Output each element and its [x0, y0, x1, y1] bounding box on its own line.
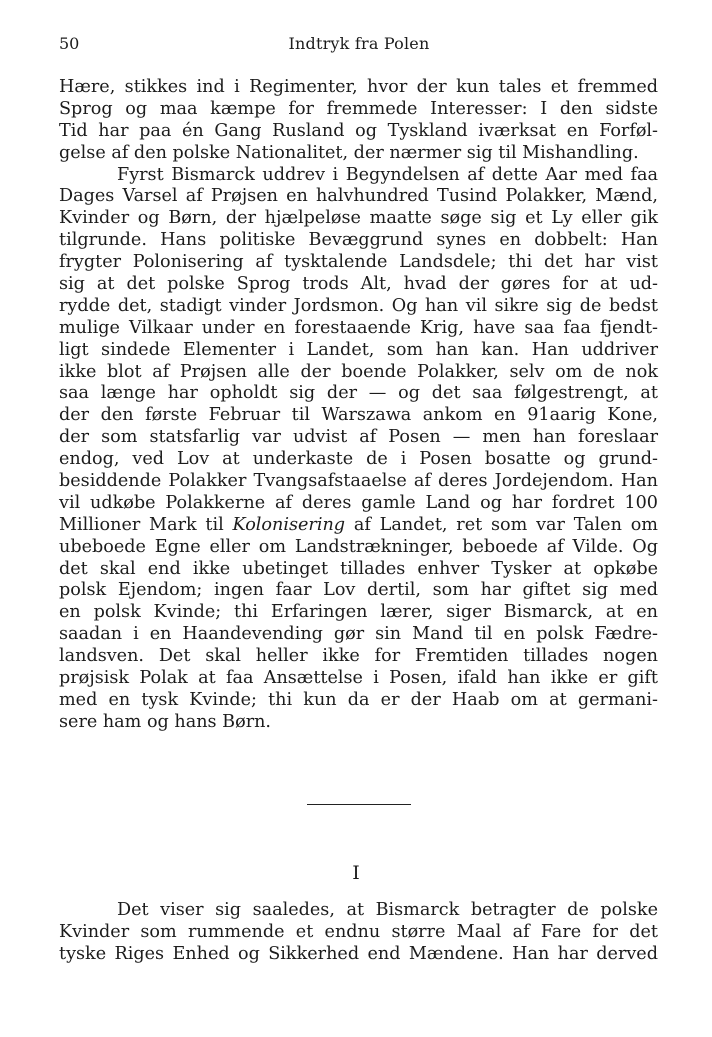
text-line: der den første Februar til Warszawa ankom en 91aarig Kone,: [59, 405, 658, 426]
running-title: Indtryk fra Polen: [288, 34, 430, 53]
text-line: der som statsfarlig var udvist af Posen — men han foreslaar: [59, 427, 658, 448]
text-line: endog, ved Lov at underkaste de i Posen bosatte og grund-: [59, 449, 658, 470]
section-text: [59, 900, 658, 966]
text-line: Det viser sig saaledes, at Bismarck betragter de polske: [117, 900, 658, 920]
text-line: det skal end ikke ubetinget tillades enhver Tysker at opkøbe: [59, 558, 658, 579]
main-text: [59, 77, 658, 734]
emphasized-word: Kolonisering: [232, 514, 346, 535]
text-line: sere ham og hans Børn.: [59, 711, 272, 732]
text-line: en polsk Kvinde; thi Erfaringen lærer, siger Bismarck, at en: [59, 602, 658, 623]
text-line: vil udkøbe Polakkerne af deres gamle Land og har fordret 100: [59, 492, 658, 513]
text-line: Sprog og maa kæmpe for fremmede Interesser: I den sidste: [59, 98, 658, 119]
text-line: Tid har paa én Gang Rusland og Tyskland iværksat en Forføl-: [59, 120, 658, 141]
text-line: besiddende Polakker Tvangsafstaaelse af deres Jordejendom. Han: [59, 471, 658, 492]
text-line: med en tysk Kvinde; thi kun da er der Haab om at germani-: [59, 689, 658, 710]
text-segment: Millioner Mark til: [59, 514, 233, 535]
text-line: landsven. Det skal heller ikke for Fremtiden tillades nogen: [59, 646, 658, 667]
text-line: prøjsisk Polak at faa Ansættelse i Posen, ifald han ikke er gift: [59, 668, 658, 689]
text-line: ligt sindede Elementer i Landet, som han kan. Han uddriver: [59, 339, 658, 360]
text-line: rydde det, stadigt vinder Jordsmon. Og han vil sikre sig de bedst: [59, 295, 658, 316]
text-line: polsk Ejendom; ingen faar Lov dertil, som har giftet sig med: [59, 580, 658, 601]
section-divider: [307, 804, 411, 805]
text-line: saadan i en Haandevending gør sin Mand til en polsk Fædre-: [59, 624, 658, 645]
text-line-with-emphasis: [59, 515, 658, 537]
text-line: frygter Polonisering af tysktalende Landsdele; thi det har vist: [59, 252, 658, 273]
text-line: Kvinder som rummende et endnu større Maal af Fare for det: [59, 921, 658, 942]
text-segment: af Landet, ret som var Talen om: [345, 514, 658, 535]
text-line: gelse af den polske Nationalitet, der nærmer sig til Mishandling.: [59, 142, 639, 163]
text-line: ikke blot af Prøjsen alle der boende Polakker, selv om de nok: [59, 361, 658, 382]
page-header: [59, 34, 659, 58]
section-number: I: [352, 862, 360, 884]
text-line: Kvinder og Børn, der hjælpeløse maatte søge sig et Ly eller gik: [59, 208, 658, 229]
text-line: Hære, stikkes ind i Regimenter, hvor der kun tales et fremmed: [59, 77, 658, 97]
text-line: sig at det polske Sprog trods Alt, hvad der gøres for at ud-: [59, 274, 658, 295]
text-line: mulige Vilkaar under en forestaaende Krig, have saa faa fjendt-: [59, 317, 658, 338]
text-line: saa længe har opholdt sig der — og det saa følgestrengt, at: [59, 383, 658, 404]
text-line: tyske Riges Enhed og Sikkerhed end Mændene. Han har derved: [59, 943, 658, 964]
text-line: ubeboede Egne eller om Landstrækninger, beboede af Vilde. Og: [59, 536, 658, 557]
text-line: Dages Varsel af Prøjsen en halvhundred Tusind Polakker, Mænd,: [59, 186, 658, 207]
text-line: tilgrunde. Hans politiske Bevæggrund synes en dobbelt: Han: [59, 230, 658, 251]
text-line: Fyrst Bismarck uddrev i Begyndelsen af dette Aar med faa: [117, 164, 658, 185]
page-number: 50: [59, 34, 80, 53]
